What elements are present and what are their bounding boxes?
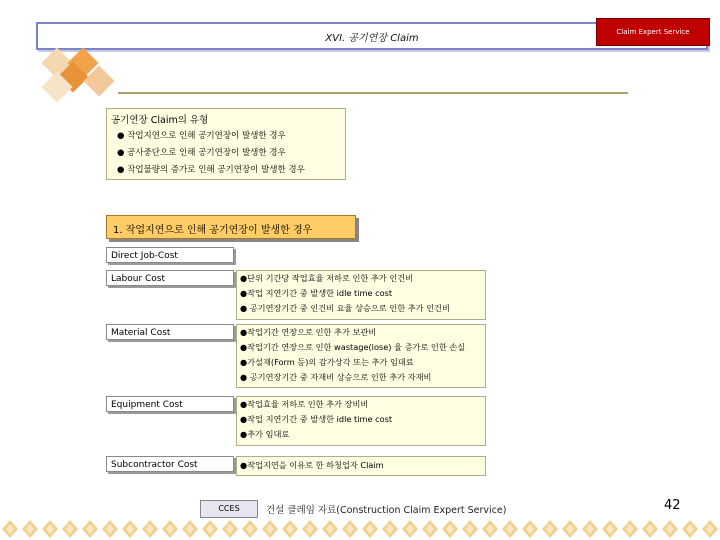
detail-line: ●작업 지연기간 중 발생한 idle time cost — [240, 288, 393, 298]
detail-line: ●작업기간 연장으로 인한 추가 보관비 — [240, 327, 377, 337]
claim-types-title: 공기연장 Claim의 유형 — [111, 115, 209, 126]
detail-line: ●가설재(Form 등)의 감가상각 또는 추가 임대료 — [240, 357, 414, 367]
detail-line: ● 공기연장기간 중 자재비 상승으로 인한 추가 자재비 — [240, 372, 432, 382]
claim-expert-badge: Claim Expert Service — [596, 18, 710, 46]
section-heading-box — [106, 215, 356, 239]
claim-type-item: ● 작업물량의 증가로 인해 공기연장이 발생한 경우 — [117, 165, 305, 175]
detail-line: ● 공기연장기간 중 인건비 요율 상승으로 인한 추가 인건비 — [240, 303, 450, 313]
page-title: XVI. 공기연장 Claim — [325, 33, 419, 44]
equipment-cost-details — [236, 396, 486, 446]
page-number: 42 — [664, 498, 681, 513]
labour-cost-label: Labour Cost — [106, 270, 234, 286]
claim-types-box — [106, 108, 346, 180]
footer-text: 건설 클레임 자료(Construction Claim Expert Service) — [266, 505, 507, 516]
detail-line: ●작업효율 저하로 인한 추가 장비비 — [240, 399, 369, 409]
subcontractor-cost-label: Subcontractor Cost — [106, 456, 234, 472]
material-cost-label: Material Cost — [106, 324, 234, 340]
claim-type-item: ● 공사중단으로 인해 공기연장이 발생한 경우 — [117, 148, 286, 158]
labour-cost-details — [236, 270, 486, 320]
direct-job-cost-label: Direct Job-Cost — [106, 247, 234, 263]
detail-line: ●작업지연을 이유로 한 하청업자 Claim — [240, 460, 384, 470]
detail-line: ●작업기간 연장으로 인한 wastage(lose) 율 증가로 인한 손실 — [240, 342, 466, 352]
detail-line: ●단위 기간당 작업효율 저하로 인한 추가 인건비 — [240, 273, 414, 283]
subcontractor-cost-details — [236, 456, 486, 476]
footer-code: CCES — [200, 500, 258, 518]
claim-type-item: ● 작업지연으로 인해 공기연장이 발생한 경우 — [117, 131, 286, 141]
detail-line: ●추가 임대료 — [240, 429, 290, 439]
material-cost-details — [236, 324, 486, 388]
equipment-cost-label: Equipment Cost — [106, 396, 234, 412]
section-heading: 1. 작업지연으로 인해 공기연장이 발생한 경우 — [113, 225, 313, 236]
decorative-strip-icon — [0, 518, 720, 540]
detail-line: ●작업 지연기간 중 발생한 idle time cost — [240, 414, 393, 424]
divider-line — [118, 92, 628, 94]
